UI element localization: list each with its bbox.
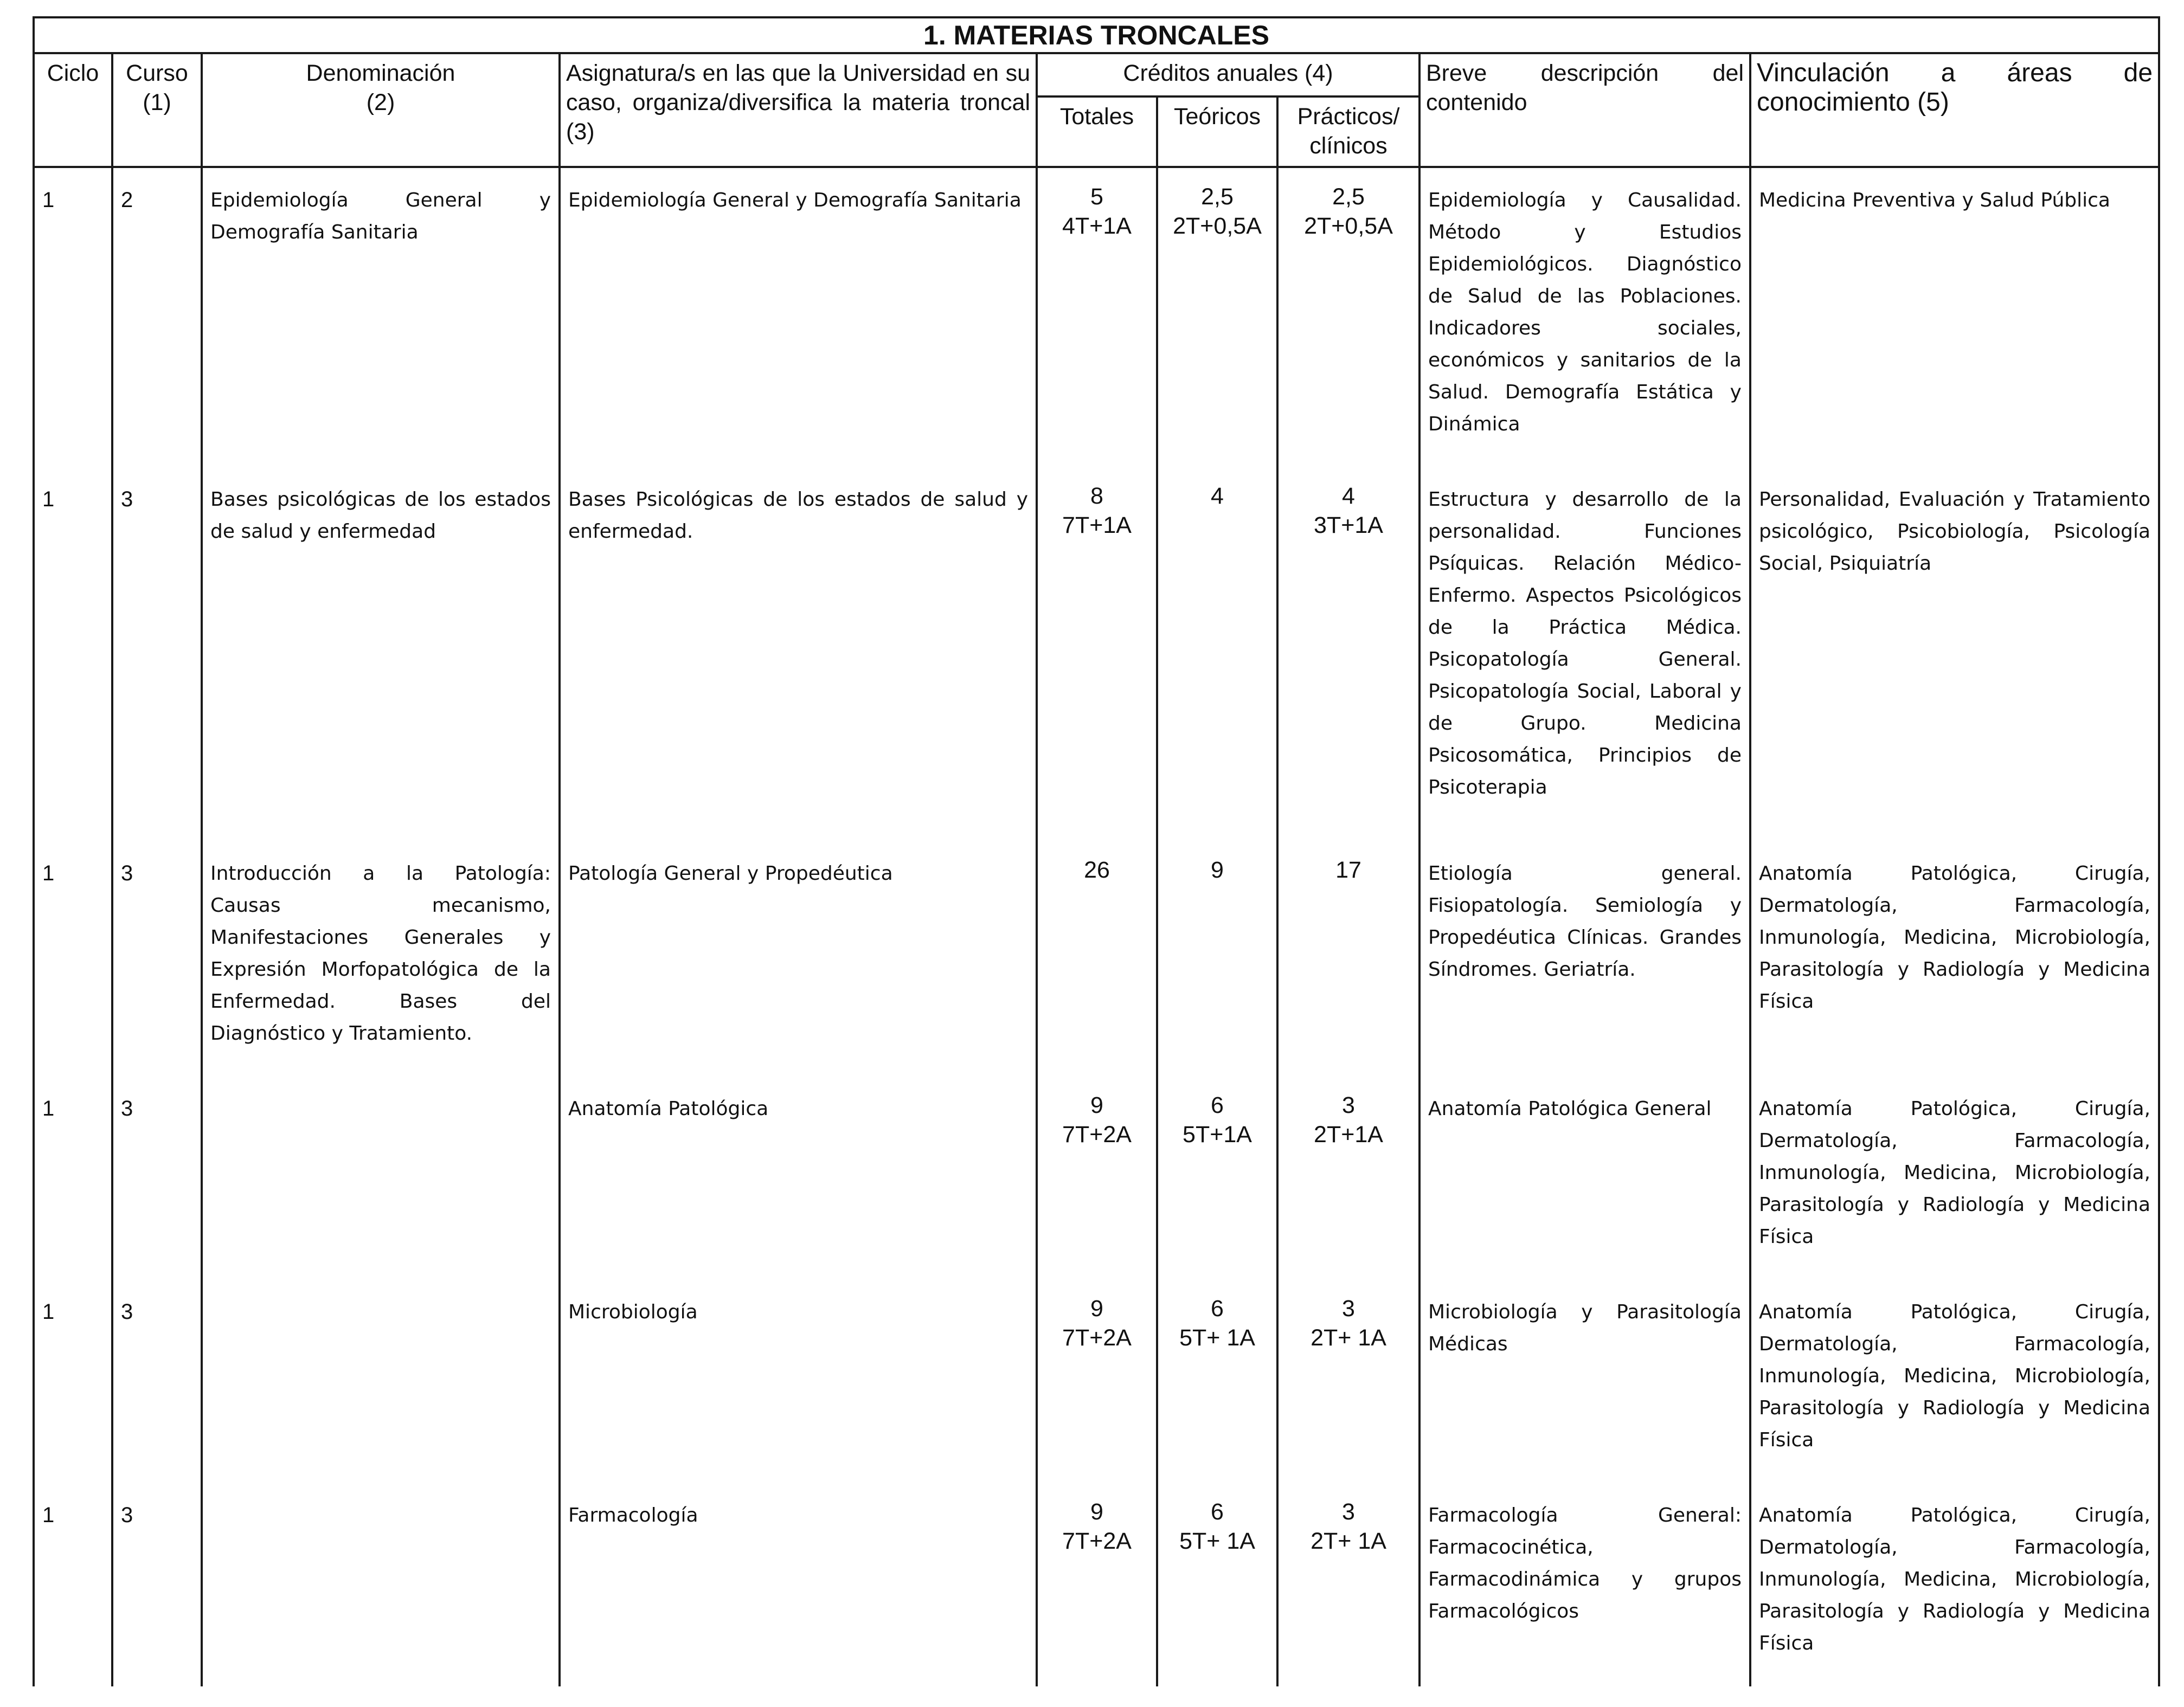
cell-denominacion: Epidemiología General y Demografía Sanitaria	[202, 167, 560, 467]
cell-asignatura: Epidemiología General y Demografía Sanitaria	[560, 167, 1037, 467]
materias-troncales-table	[33, 16, 2160, 1686]
cell-ciclo: 1	[34, 167, 112, 467]
cell-ciclo: 1	[34, 1280, 112, 1483]
table-body	[34, 167, 2159, 1686]
cell-practicos: 3 2T+ 1A	[1277, 1483, 1419, 1686]
cell-totales: 5 4T+1A	[1037, 167, 1157, 467]
cell-descripcion: Microbiología y Parasitología Médicas	[1419, 1280, 1750, 1483]
header-totales: Totales	[1037, 96, 1157, 167]
cell-totales: 8 7T+1A	[1037, 467, 1157, 841]
cell-denominacion	[202, 1483, 560, 1686]
cell-ciclo: 1	[34, 1077, 112, 1280]
table-row	[34, 1280, 2159, 1483]
cell-descripcion: Anatomía Patológica General	[1419, 1077, 1750, 1280]
cell-practicos: 3 2T+ 1A	[1277, 1280, 1419, 1483]
cell-teoricos: 4	[1157, 467, 1277, 841]
header-teoricos: Teóricos	[1157, 96, 1277, 167]
cell-practicos: 2,5 2T+0,5A	[1277, 167, 1419, 467]
cell-teoricos: 2,5 2T+0,5A	[1157, 167, 1277, 467]
cell-vinculacion: Anatomía Patológica, Cirugía, Dermatología, Farmacología, Inmunología, Medicina, Microbiología, Parasitología y Radiología y Medicina Física	[1750, 1483, 2159, 1686]
header-ciclo: Ciclo	[34, 53, 112, 167]
cell-vinculacion: Anatomía Patológica, Cirugía, Dermatología, Farmacología, Inmunología, Medicina, Microbiología, Parasitología y Radiología y Medicina Física	[1750, 1077, 2159, 1280]
header-asignatura: Asignatura/s en las que la Universidad en su caso, organiza/diversifica la materia troncal (3)	[560, 53, 1037, 167]
cell-curso: 3	[112, 1280, 202, 1483]
header-curso: Curso (1)	[112, 53, 202, 167]
cell-totales: 9 7T+2A	[1037, 1483, 1157, 1686]
cell-denominacion	[202, 1280, 560, 1483]
cell-asignatura: Anatomía Patológica	[560, 1077, 1037, 1280]
cell-asignatura: Microbiología	[560, 1280, 1037, 1483]
table-row	[34, 467, 2159, 841]
cell-vinculacion: Personalidad, Evaluación y Tratamiento psicológico, Psicobiología, Psicología Social, Psiquiatría	[1750, 467, 2159, 841]
cell-teoricos: 6 5T+ 1A	[1157, 1483, 1277, 1686]
cell-totales: 26	[1037, 841, 1157, 1077]
cell-teoricos: 6 5T+ 1A	[1157, 1280, 1277, 1483]
cell-denominacion: Introducción a la Patología: Causas mecanismo, Manifestaciones Generales y Expresión Morfopatológica de la Enfermedad. Bases del Diagnóstico y Tratamiento.	[202, 841, 560, 1077]
table-row	[34, 1483, 2159, 1686]
cell-practicos: 4 3T+1A	[1277, 467, 1419, 841]
cell-vinculacion: Anatomía Patológica, Cirugía, Dermatología, Farmacología, Inmunología, Medicina, Microbiología, Parasitología y Radiología y Medicina Física	[1750, 841, 2159, 1077]
header-practicos: Prácticos/ clínicos	[1277, 96, 1419, 167]
cell-descripcion: Estructura y desarrollo de la personalidad. Funciones Psíquicas. Relación Médico-Enfermo. Aspectos Psicológicos de la Práctica Médica. Psicopatología General. Psicopatología Social, Laboral y de Grupo. Medicina Psicosomática, Principios de Psicoterapia	[1419, 467, 1750, 841]
cell-curso: 3	[112, 467, 202, 841]
document-page	[33, 16, 2158, 1686]
cell-totales: 9 7T+2A	[1037, 1280, 1157, 1483]
cell-descripcion: Etiología general. Fisiopatología. Semiología y Propedéutica Clínicas. Grandes Síndromes. Geriatría.	[1419, 841, 1750, 1077]
cell-vinculacion: Medicina Preventiva y Salud Pública	[1750, 167, 2159, 467]
cell-ciclo: 1	[34, 841, 112, 1077]
table-row	[34, 167, 2159, 467]
cell-curso: 2	[112, 167, 202, 467]
table-row	[34, 1077, 2159, 1280]
cell-ciclo: 1	[34, 467, 112, 841]
header-vinculacion: Vinculación a áreas de conocimiento (5)	[1750, 53, 2159, 167]
header-descripcion: Breve descripción del contenido	[1419, 53, 1750, 167]
cell-ciclo: 1	[34, 1483, 112, 1686]
table-row	[34, 841, 2159, 1077]
cell-practicos: 3 2T+1A	[1277, 1077, 1419, 1280]
header-denominacion: Denominación (2)	[202, 53, 560, 167]
cell-descripcion: Farmacología General: Farmacocinética, Farmacodinámica y grupos Farmacológicos	[1419, 1483, 1750, 1686]
table-title: 1. MATERIAS TRONCALES	[34, 17, 2159, 53]
cell-curso: 3	[112, 841, 202, 1077]
cell-denominacion	[202, 1077, 560, 1280]
header-creditos: Créditos anuales (4)	[1037, 53, 1419, 96]
cell-practicos: 17	[1277, 841, 1419, 1077]
cell-denominacion: Bases psicológicas de los estados de salud y enfermedad	[202, 467, 560, 841]
cell-asignatura: Farmacología	[560, 1483, 1037, 1686]
cell-curso: 3	[112, 1077, 202, 1280]
cell-teoricos: 9	[1157, 841, 1277, 1077]
cell-asignatura: Bases Psicológicas de los estados de salud y enfermedad.	[560, 467, 1037, 841]
cell-totales: 9 7T+2A	[1037, 1077, 1157, 1280]
cell-vinculacion: Anatomía Patológica, Cirugía, Dermatología, Farmacología, Inmunología, Medicina, Microbiología, Parasitología y Radiología y Medicina Física	[1750, 1280, 2159, 1483]
cell-curso: 3	[112, 1483, 202, 1686]
cell-asignatura: Patología General y Propedéutica	[560, 841, 1037, 1077]
cell-descripcion: Epidemiología y Causalidad. Método y Estudios Epidemiológicos. Diagnóstico de Salud de las Poblaciones. Indicadores sociales, económicos y sanitarios de la Salud. Demografía Estática y Dinámica	[1419, 167, 1750, 467]
cell-teoricos: 6 5T+1A	[1157, 1077, 1277, 1280]
